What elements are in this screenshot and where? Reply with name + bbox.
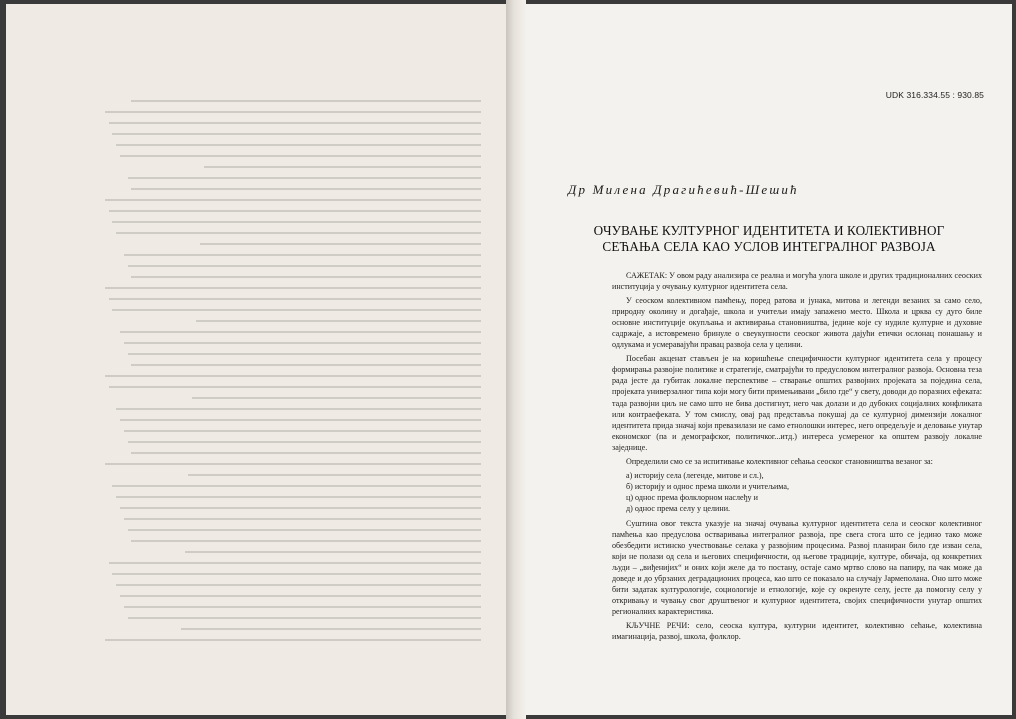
- show-through-line: [116, 408, 481, 410]
- right-page: [526, 4, 1012, 715]
- list-item-d: д) однос према селу у целини.: [626, 503, 731, 513]
- show-through-line: [185, 551, 481, 553]
- show-through-line: [112, 309, 481, 311]
- show-through-line: [116, 584, 481, 586]
- show-through-line: [112, 485, 481, 487]
- show-through-line: [131, 452, 481, 454]
- paragraph-1: У сеоском колективном памћењу, поред ратова и јунака, митова и легенди везаних за само село, природну околину и догађаје, школа и учитељи имају запажено место. Школа и црква су дуго биле основне институције окупљања и активирања становништва, једине које су нудиле културне и духовне садржаје, а истовремено бринуле о свеукупности сеоског живота дајући етички ослонац понашању и одлукама и усмеравајући правац развоја села у целини.: [612, 296, 982, 350]
- show-through-line: [196, 320, 481, 322]
- show-through-line: [192, 397, 481, 399]
- show-through-line: [120, 419, 481, 421]
- show-through-line: [188, 474, 481, 476]
- show-through-line: [109, 122, 481, 124]
- paragraph-final: Суштина овог текста указује на значај очувања културног идентитета села и сеоског колективног памћења као предуслова остваривања интегралног развоја, пре свега стога што се једино тако може обезбедити истинско учествовање селака у развојним процесима. Развој планиран било где изван села, који не полази од села и његових специфичности, од његове традиције, културе, обичаја, од конкретних људи – „виђенијих“ и оних који желе да то постану, остаје само мртво слово на папиру, па чак може да доведе и до убрзаних деградационих процеса, као што се показало на случају Јармеполана. Оно што може бити задатак културологије, социологије и етнологије, које су окренуте селу, јесте да помогну селу у откривању и чувању свог друштвеног и културног идентитета, својих специфичности унутар општих регионалних карактеристика.: [612, 518, 982, 617]
- show-through-line: [116, 144, 481, 146]
- show-through-line: [131, 540, 481, 542]
- show-through-line: [131, 364, 481, 366]
- paragraph-3: Определили смо се за испитивање колективног сећања сеоског становништва везаног за:: [626, 456, 933, 466]
- show-through-line: [116, 232, 481, 234]
- article-title: [556, 223, 982, 255]
- list-item-a: а) историју села (легенде, митове и сл.),: [626, 470, 764, 480]
- show-through-line: [120, 331, 481, 333]
- show-through-line: [128, 265, 481, 267]
- show-through-line: [120, 507, 481, 509]
- show-through-text: [101, 100, 481, 700]
- show-through-line: [124, 430, 481, 432]
- show-through-line: [109, 386, 481, 388]
- show-through-line: [105, 287, 481, 289]
- udk-classification: UDK 316.334.55 : 930.85: [885, 90, 984, 100]
- show-through-line: [128, 617, 481, 619]
- show-through-line: [120, 155, 481, 157]
- show-through-line: [105, 199, 481, 201]
- paragraph-2: Посебан акценат стављен је на коришћење специфичности културног идентитета села у процесу формирања развојне политике и стратегије, сматрајући то предусловом интегралног развоја. Основна теза рада јесте да губитак локалне перспективе – стварање општих развојних пројеката за поједина села, пројеката универзалног типа који могу бити примењивани „било где“ у свету, доводи до поразних ефеката: тада развојни циљ не само што не бива достигнут, него чак долази и до дубоких социјалних конфликата или контраефеката. У том смислу, овај рад представља покушај да се културној димензији локалног идентитета прида значај који превазилази не само етнолошки интерес, него опредељује и деловање унутар економског (па и демографског, политичког...итд.) интереса усмереног ка општем развоју локалне заједнице.: [612, 354, 982, 452]
- show-through-line: [105, 463, 481, 465]
- show-through-line: [124, 606, 481, 608]
- show-through-line: [124, 342, 481, 344]
- author-name: Др Милена Драгићевић-Шешић: [568, 182, 799, 197]
- keywords: КЉУЧНЕ РЕЧИ: село, сеоска култура, културни идентитет, колективно сећање, колективна имагинација, развој, школа, фолклор.: [612, 621, 982, 642]
- title-line-2: СЕЋАЊА СЕЛА КАО УСЛОВ ИНТЕГРАЛНОГ РАЗВОЈА: [602, 239, 936, 254]
- list-item-c: ц) однос према фолклорном наслеђу и: [626, 492, 758, 502]
- show-through-line: [112, 221, 481, 223]
- show-through-line: [128, 353, 481, 355]
- show-through-line: [109, 562, 481, 564]
- show-through-line: [120, 595, 481, 597]
- show-through-line: [128, 529, 481, 531]
- title-line-1: ОЧУВАЊЕ КУЛТУРНОГ ИДЕНТИТЕТА И КОЛЕКТИВНОГ: [593, 223, 945, 238]
- show-through-line: [204, 166, 481, 168]
- show-through-line: [128, 441, 481, 443]
- show-through-line: [109, 298, 481, 300]
- show-through-line: [112, 133, 481, 135]
- show-through-line: [105, 111, 481, 113]
- book-gutter: [506, 0, 526, 719]
- show-through-line: [131, 188, 481, 190]
- show-through-line: [105, 375, 481, 377]
- show-through-line: [112, 573, 481, 575]
- show-through-line: [105, 639, 481, 641]
- show-through-line: [124, 518, 481, 520]
- list-item-b: б) историју и однос према школи и учитељима,: [626, 481, 789, 491]
- left-page: [6, 4, 506, 715]
- article-body: [612, 270, 982, 646]
- show-through-line: [200, 243, 481, 245]
- show-through-line: [181, 628, 481, 630]
- show-through-line: [131, 276, 481, 278]
- show-through-line: [128, 177, 481, 179]
- show-through-line: [131, 100, 481, 102]
- show-through-line: [109, 210, 481, 212]
- show-through-line: [116, 496, 481, 498]
- show-through-line: [124, 254, 481, 256]
- abstract: САЖЕТАК: У овом раду анализира се реална и могућа улога школе и других традиционалних сеоских институција у очувању културног идентитета села.: [612, 271, 982, 292]
